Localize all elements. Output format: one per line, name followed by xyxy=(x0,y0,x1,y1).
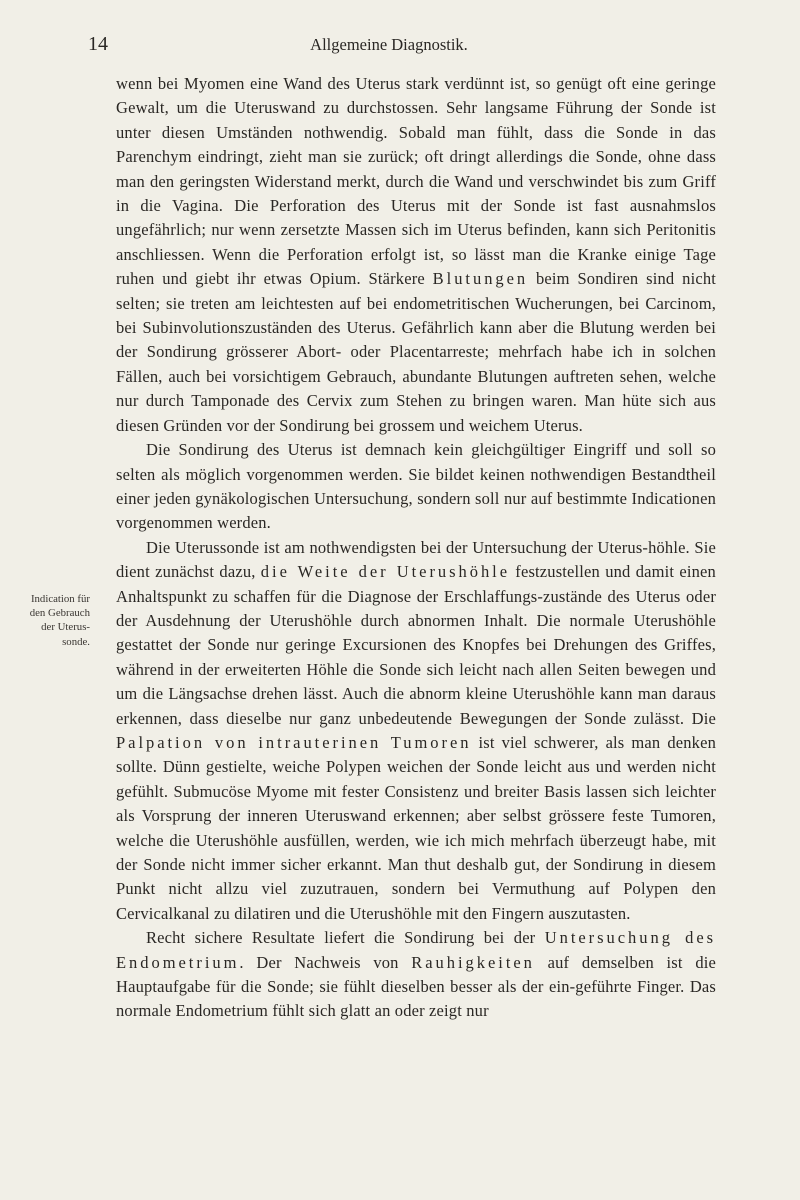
paragraph xyxy=(116,926,716,1024)
paragraph xyxy=(116,72,716,438)
emphasized-text: Rauhigkeiten xyxy=(411,952,535,972)
marginal-note-line: sonde. xyxy=(62,635,90,648)
marginal-note xyxy=(6,592,90,649)
paragraph-text: ist viel schwerer, als man denken sollte. Dünn gestielte, weiche Polypen weichen der Sonde leicht aus und werden nicht gefühlt. Submucöse Myome mit fester Consistenz und breiter Basis lassen sich leichter als Vorsprung der inneren Uteruswand erkennen; aber selbst grössere feste Tumoren, welche die Uterushöhle ausfüllen, werden, wie ich mich mehrfach überzeugt habe, mit der Sonde nicht immer sicher erkannt. Man thut deshalb gut, der Sondirung in diesem Punkt nicht allzu viel zuzutrauen, sondern bei Vermuthung auf Polypen den Cervicalkanal zu dilatiren und die Uterushöhle mit den Fingern auszutasten. xyxy=(116,732,716,923)
emphasized-text: Palpation von intrauterinen Tumoren xyxy=(116,732,472,752)
paragraph-text: festzustellen und damit einen Anhaltspunkt zu schaffen für die Diagnose der Erschlaffungs-zustände des Uterus oder der Ausdehnung der Uterushöhle durch abnormen Inhalt. Die normale Uterushöhle gestattet der Sonde nur geringe Excursionen des Knopfes bei Drehungen des Griffes, während in der erweiterten Höhle die Sonde sich leicht nach allen Seiten bewegen und um die Längsachse drehen lässt. Auch die abnorm kleine Uterushöhle kann man daraus erkennen, dass dieselbe nur ganz unbedeutende Bewegungen der Sonde zulässt. Die xyxy=(116,562,716,728)
page-header xyxy=(88,33,690,57)
emphasized-text: die Weite der Uterushöhle xyxy=(260,562,511,582)
marginal-note-line: den Gebrauch xyxy=(29,607,90,620)
paragraph-text: . Der Nachweis von xyxy=(239,952,412,972)
marginal-note-line: Indication für xyxy=(30,593,90,605)
running-title: Allgemeine Diagnostik. xyxy=(310,35,468,54)
paragraph-text: Recht sichere Resultate liefert die Sondirung bei der xyxy=(146,928,545,948)
paragraph-text: Die Uterussonde ist am nothwendigsten bei der Untersuchung der Uterus-höhle. Sie dient zunächst dazu, xyxy=(116,537,716,582)
paragraph-text: Die Sondirung des Uterus ist demnach kein gleichgültiger Eingriff und soll so selten als möglich vorgenommen werden. Sie bildet keinen nothwendigen Bestandtheil einer jeden gynäkologischen Untersuchung, sondern soll nur auf bestimmte Indicationen vorgenommen werden. xyxy=(116,440,716,533)
paragraph xyxy=(116,536,716,927)
paragraph-text: auf demselben ist die Hauptaufgabe für die Sonde; sie fühlt dieselben besser als der ein-geführte Finger. Das normale Endometrium fühlt sich glatt an oder zeigt nur xyxy=(116,952,716,1021)
page-number: 14 xyxy=(88,33,108,55)
paragraph-text: beim Sondiren sind nicht selten; sie treten am leichtesten auf bei endometritischen Wucherungen, bei Carcinom, bei Subinvolutionszuständen des Uterus. Gefährlich kann aber die Blutung werden bei der Sondirung grösserer Abort- oder Placentarreste; mehrfach habe ich in solchen Fällen, auch bei vorsichtigem Gebrauch, abundante Blutungen auftreten sehen, welche nur durch Tamponade des Cervix zum Stehen zu bringen waren. Man hüte sich aus diesen Gründen vor der Sondirung bei grossem und weichem Uterus. xyxy=(116,269,716,435)
main-text xyxy=(116,72,716,1024)
marginal-note-line: der Uterus- xyxy=(41,621,90,634)
emphasized-text: Untersuchung des Endometrium xyxy=(116,928,717,972)
paragraph-text: wenn bei Myomen eine Wand des Uterus stark verdünnt ist, so genügt oft eine geringe Gewalt, um die Uteruswand zu durchstossen. Sehr langsame Führung der Sonde ist unter diesen Umständen nothwendig. Sobald man fühlt, dass die Sonde in das Parenchym eindringt, zieht man sie zurück; oft dringt allerdings die Sonde, ohne dass man den geringsten Widerstand merkt, durch die Wand und verschwindet bis zum Griff in die Vagina. Die Perforation des Uterus mit der Sonde ist fast ausnahmslos ungefährlich; nur wenn zersetzte Massen sich im Uterus befinden, kann sich Peritonitis anschliessen. Wenn die Perforation erfolgt ist, so lässt man die Kranke einige Tage ruhen und giebt ihr etwas Opium. Stärkere xyxy=(116,74,716,289)
paragraph xyxy=(116,438,716,536)
emphasized-text: Blutungen xyxy=(432,269,529,289)
